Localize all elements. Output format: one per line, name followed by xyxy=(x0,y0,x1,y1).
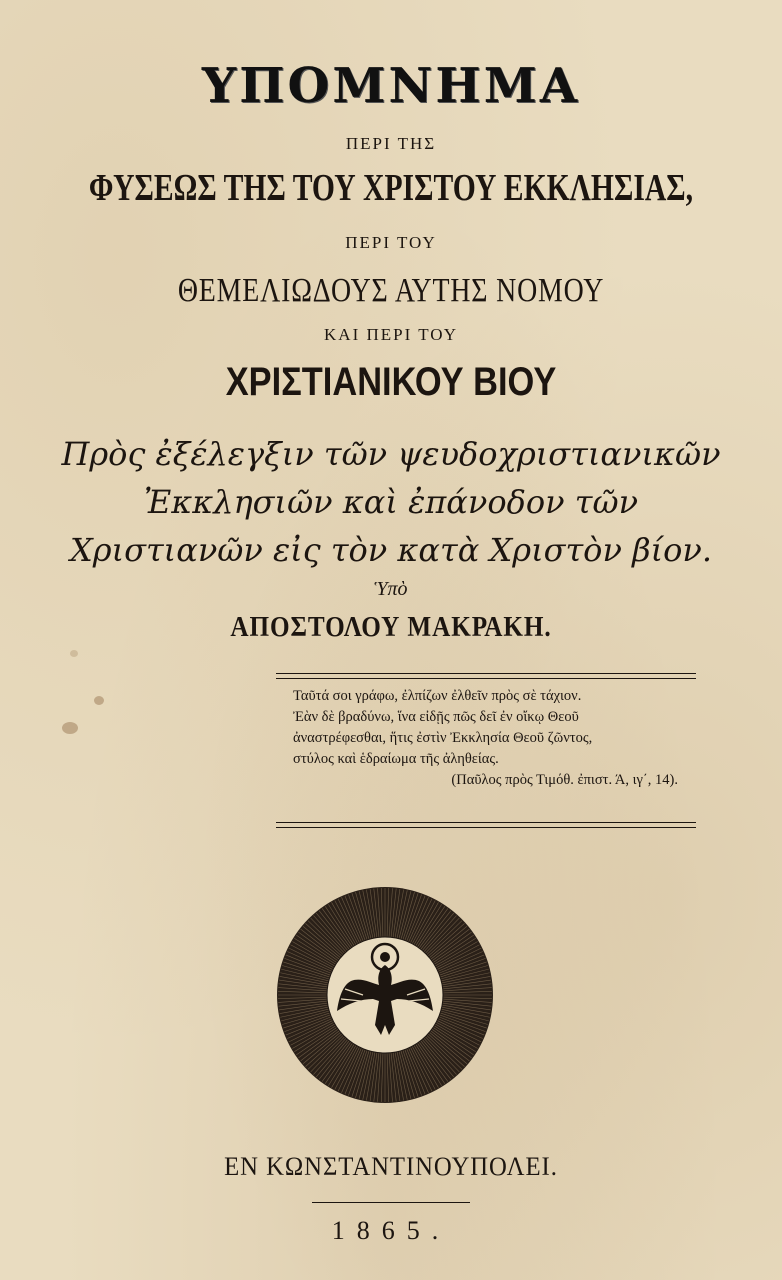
by-line: Ὑπὸ xyxy=(374,578,408,600)
rule-top-2 xyxy=(276,678,696,679)
heading-line-2: ΠΕΡΙ ΤΗΣ xyxy=(345,134,437,153)
stain xyxy=(62,722,78,734)
heading-line-3: ΦΥΣΕΩΣ ΤΗΣ ΤΟΥ ΧΡΙΣΤΟΥ ΕΚΚΛΗΣΙΑΣ, xyxy=(88,167,694,209)
epigraph-line: ἀναστρέφεσθαι, ἥτις ἐστὶν Ἐκκλησία Θεοῦ ζῶντος, xyxy=(293,730,593,746)
stain xyxy=(70,650,78,657)
dove-in-sunburst-icon xyxy=(275,885,495,1105)
main-title: ΥΠΟΜΝΗΜΑ xyxy=(201,58,581,114)
stain xyxy=(94,696,104,705)
rule-top xyxy=(276,673,696,674)
year-of-publication: 1865. xyxy=(331,1216,451,1245)
heading-line-6: ΚΑΙ ΠΕΡΙ ΤΟΥ xyxy=(324,325,458,344)
rule-bottom-2 xyxy=(276,827,696,828)
rule-short xyxy=(312,1202,470,1203)
rule-bottom xyxy=(276,822,696,823)
author-name: ΑΠΟΣΤΟΛΟΥ ΜΑΚΡΑΚΗ. xyxy=(230,612,552,643)
heading-line-5: ΘΕΜΕΛΙΩΔΟΥΣ ΑΥΤΗΣ ΝΟΜΟΥ xyxy=(177,272,605,309)
heading-line-7: ΧΡΙΣΤΙΑΝΙΚΟΥ ΒΙΟΥ xyxy=(225,360,557,404)
epigraph-line: Ἐὰν δὲ βραδύνω, ἵνα εἰδῇς πῶς δεῖ ἐν οἴκῳ Θεοῦ xyxy=(293,709,579,725)
epigraph-citation: (Παῦλος πρὸς Τιμόθ. ἐπιστ. Ά, ιγ΄, 14). xyxy=(451,772,678,788)
epigraph xyxy=(293,686,698,791)
subtitle: Πρὸς ἐξέλεγξιν τῶν ψευδοχριστιανικῶν Ἐκκλησιῶν καὶ ἐπάνοδον τῶν Χριστιανῶν εἰς τὸν κατὰ Χριστὸν βίον. xyxy=(61,435,721,569)
epigraph-line: στύλος καὶ ἑδραίωμα τῆς ἀληθείας. xyxy=(293,751,499,767)
epigraph-line: Ταῦτά σοι γράφω, ἐλπίζων ἐλθεῖν πρὸς σὲ τάχιον. xyxy=(293,688,582,704)
heading-line-4: ΠΕΡΙ ΤΟΥ xyxy=(345,233,437,252)
place-of-publication: ΕΝ ΚΩΝΣΤΑΝΤΙΝΟΥΠΟΛΕΙ. xyxy=(224,1152,558,1181)
